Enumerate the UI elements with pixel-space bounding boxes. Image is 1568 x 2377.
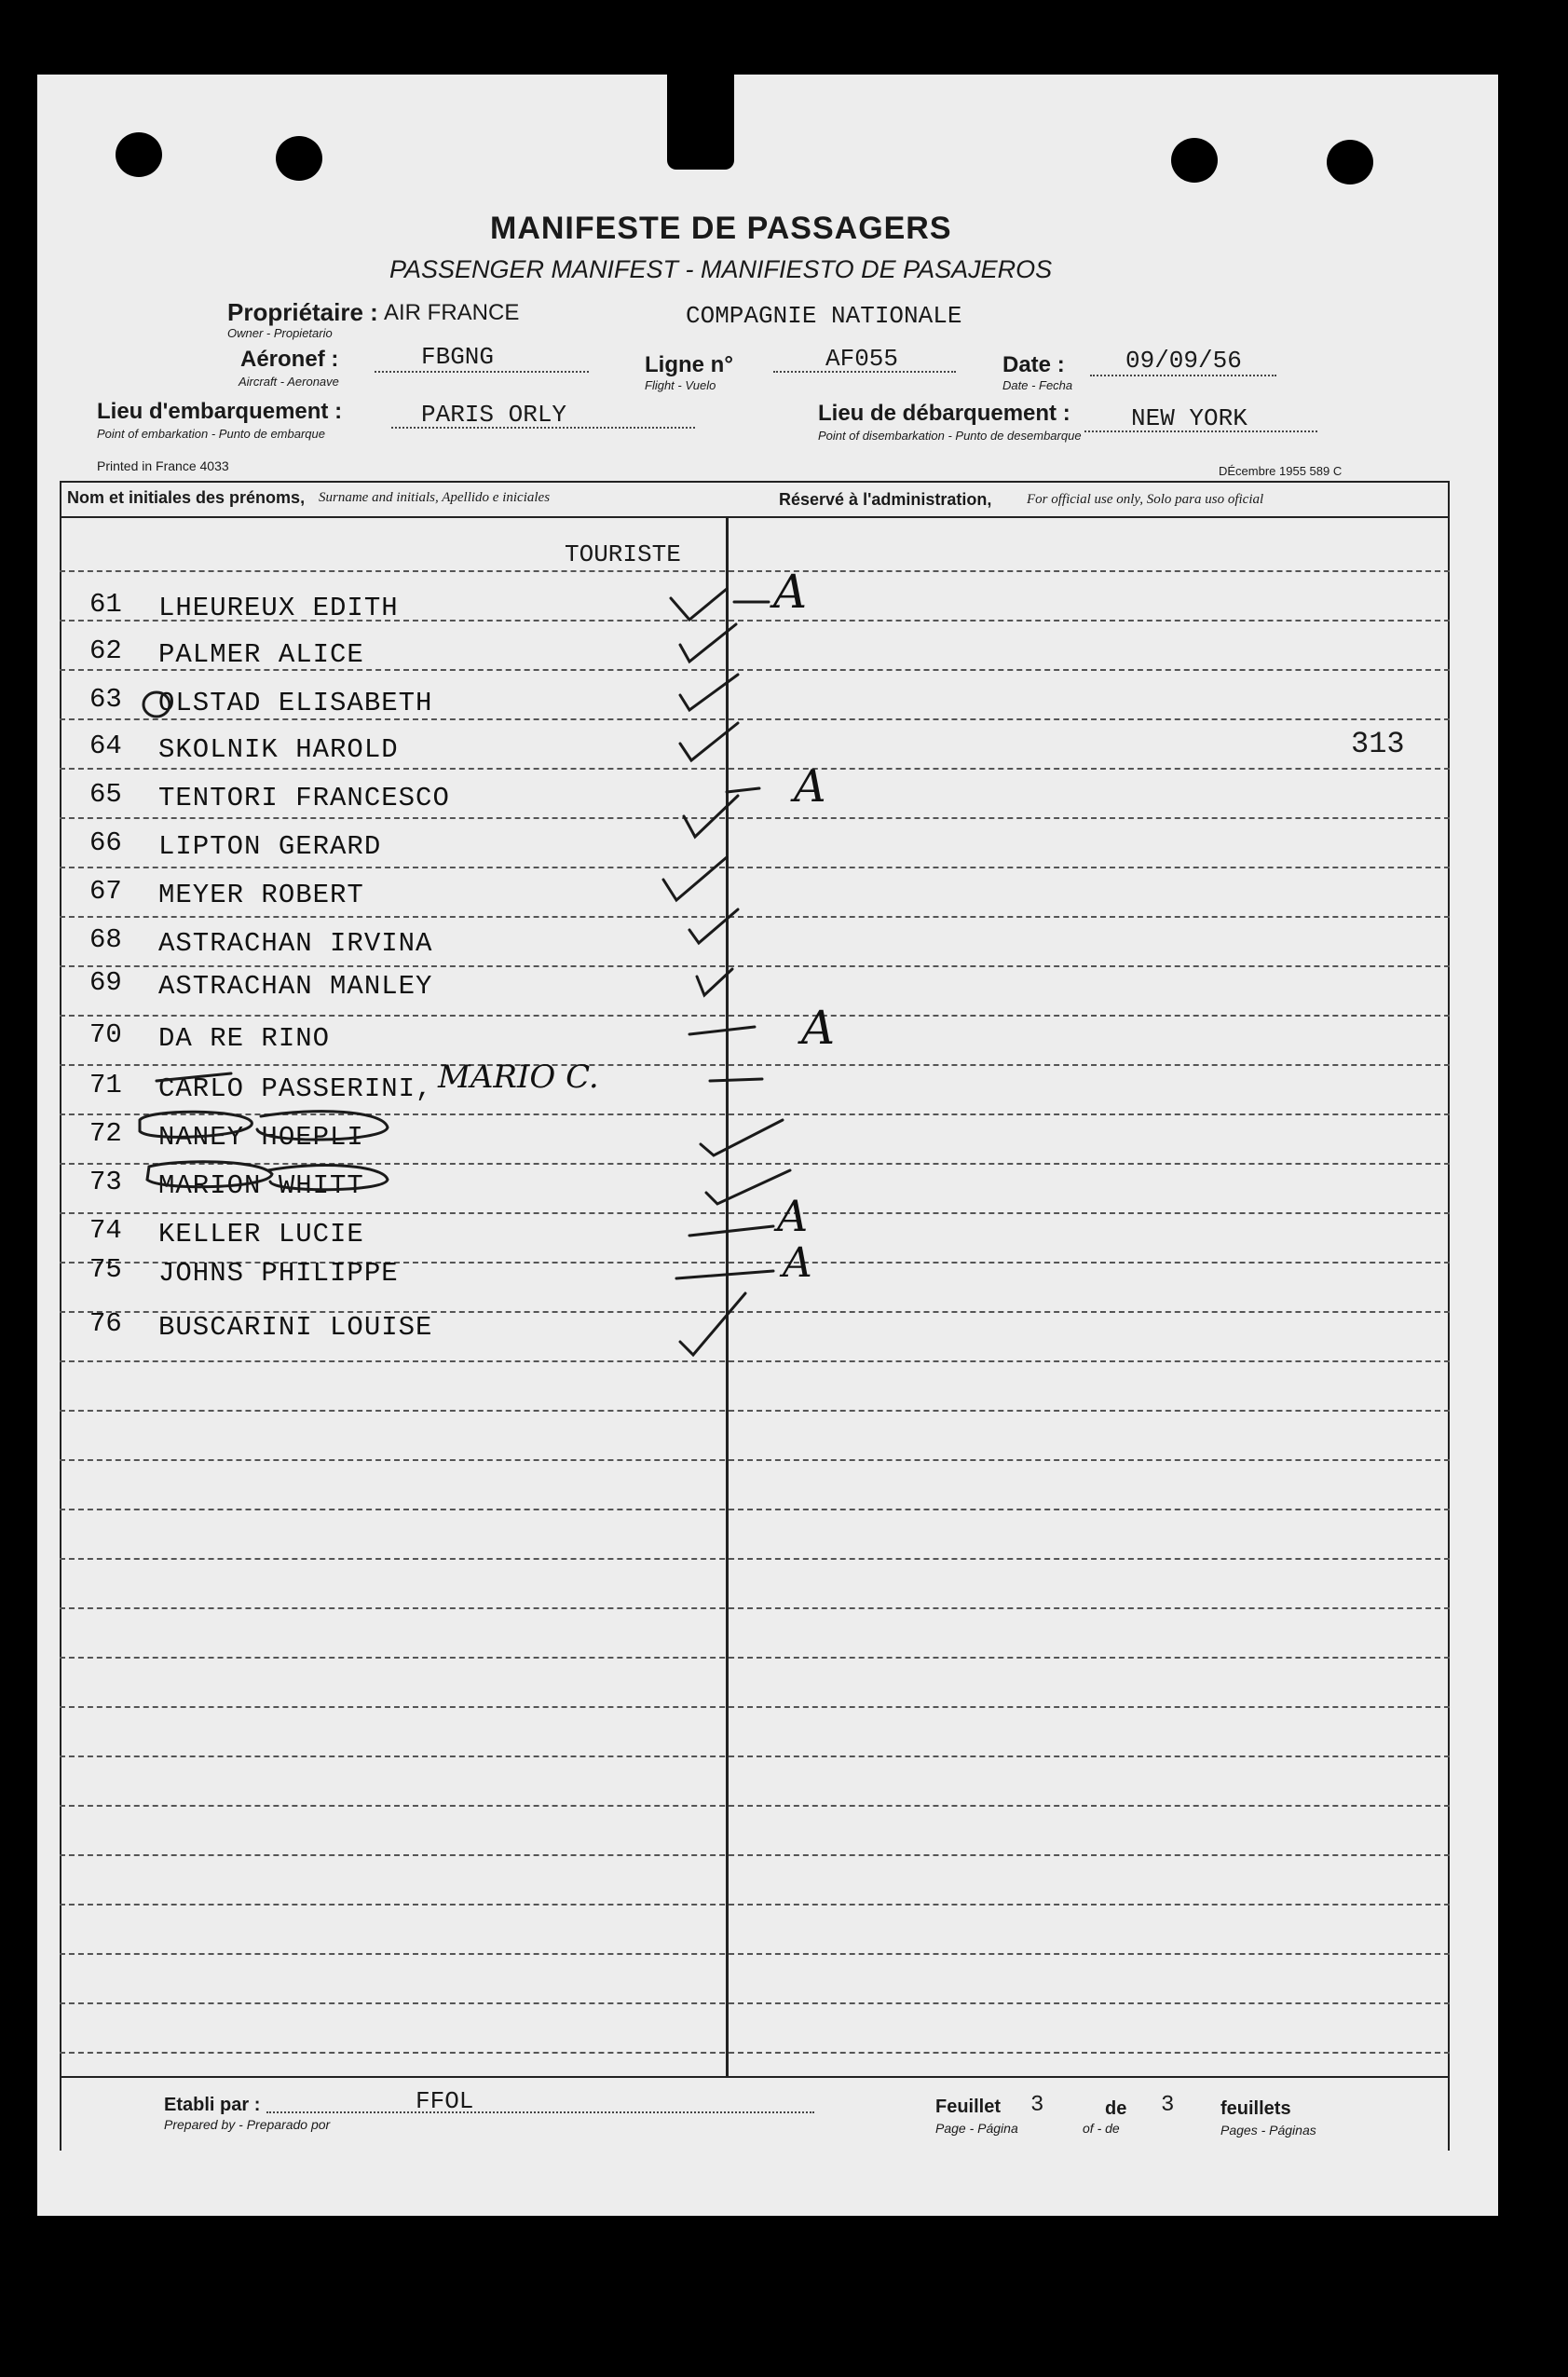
owner-label: Propriétaire : [227, 298, 378, 326]
prepared-value: FFOL [416, 2087, 474, 2115]
check-mark [689, 909, 738, 943]
circle-annotation [257, 1112, 388, 1140]
side-number: 313 [1351, 727, 1405, 761]
passenger-name: JOHNS PHILIPPE [158, 1258, 399, 1289]
check-mark [689, 1027, 755, 1034]
date-value: 09/09/56 [1125, 347, 1242, 375]
check-mark [706, 1170, 790, 1204]
check-mark [680, 1293, 745, 1355]
check-mark [727, 788, 759, 792]
passenger-name: DA RE RINO [158, 1023, 331, 1054]
row-number: 69 [89, 967, 122, 998]
col-admin-header: Réservé à l'administration, [779, 490, 992, 509]
passenger-name: SKOLNIK HAROLD [158, 734, 399, 765]
row-number: 70 [89, 1019, 122, 1050]
row-number: 71 [89, 1070, 122, 1100]
circle-annotation [268, 1166, 388, 1190]
admin-mark: A [794, 760, 826, 813]
row-number: 66 [89, 827, 122, 858]
passenger-name: CARLO PASSERINI, [158, 1073, 433, 1104]
check-mark [684, 796, 738, 837]
disembark-label: Lieu de débarquement : [818, 401, 1070, 426]
aircraft-sub: Aircraft - Aeronave [239, 375, 339, 389]
row-number: 72 [89, 1118, 122, 1149]
circle-annotation [143, 692, 170, 717]
pages-sub: Pages - Páginas [1220, 2123, 1316, 2138]
passenger-name: ASTRACHAN IRVINA [158, 928, 433, 959]
check-mark [689, 1226, 773, 1236]
admin-mark: A [801, 1001, 836, 1055]
row-number: 65 [89, 779, 122, 810]
embark-value: PARIS ORLY [421, 401, 567, 429]
page-title: MANIFESTE DE PASSAGERS [490, 211, 952, 246]
disembark-value: NEW YORK [1131, 404, 1248, 432]
row-number: 73 [89, 1167, 122, 1197]
check-mark [701, 1120, 783, 1155]
printed-note: Printed in France 4033 [97, 458, 229, 473]
circle-annotation [147, 1162, 272, 1187]
owner-value-2: COMPAGNIE NATIONALE [686, 302, 962, 330]
row-number: 67 [89, 876, 122, 907]
check-mark [680, 723, 738, 760]
admin-mark: A [773, 565, 808, 619]
passenger-name: LIPTON GERARD [158, 831, 382, 862]
aircraft-value: FBGNG [421, 343, 495, 371]
prepared-label: Etabli par : [164, 2095, 261, 2115]
row-number: 64 [89, 731, 122, 761]
col-admin-header-sub: For official use only, Solo para uso oficial [1027, 492, 1264, 507]
row-number: 74 [89, 1215, 122, 1246]
check-mark [697, 969, 732, 995]
row-number: 63 [89, 684, 122, 715]
passenger-name: LHEUREUX EDITH [158, 593, 399, 623]
passenger-name: TENTORI FRANCESCO [158, 783, 450, 813]
flight-sub: Flight - Vuelo [645, 378, 716, 392]
passenger-name: BUSCARINI LOUISE [158, 1312, 433, 1343]
manifest-page [37, 75, 1498, 2216]
sheet-label: Feuillet [935, 2097, 1002, 2117]
handwritten-firstname: MARIO C. [438, 1059, 599, 1096]
passenger-name: KELLER LUCIE [158, 1219, 364, 1250]
col-name-header-sub: Surname and initials, Apellido e iniciales [319, 490, 551, 505]
passenger-name: OLSTAD ELISABETH [158, 688, 433, 718]
row-number: 68 [89, 924, 122, 955]
passenger-name: PALMER ALICE [158, 639, 364, 670]
date-sub: Date - Fecha [1002, 378, 1073, 392]
embark-sub: Point of embarkation - Punto de embarque [97, 427, 325, 441]
check-mark [680, 675, 738, 710]
strike-through [157, 1073, 231, 1081]
of-sub: of - de [1083, 2121, 1120, 2136]
check-mark [663, 857, 727, 900]
of-label: de [1105, 2098, 1127, 2119]
of-value: 3 [1161, 2093, 1175, 2118]
flight-label: Ligne n° [645, 352, 733, 377]
admin-mark: A [783, 1239, 812, 1287]
circle-annotation [140, 1112, 252, 1137]
disembark-sub: Point of disembarkation - Punto de desembarque [818, 429, 1082, 443]
prepared-sub: Prepared by - Preparado por [164, 2117, 331, 2132]
row-number: 61 [89, 589, 122, 620]
passenger-name: MEYER ROBERT [158, 880, 364, 910]
col-name-header: Nom et initiales des prénoms, [67, 488, 306, 507]
page-subtitle: PASSENGER MANIFEST - MANIFIESTO DE PASAJEROS [389, 255, 1053, 283]
class-label: TOURISTE [565, 540, 681, 568]
check-mark [680, 624, 736, 662]
check-mark [671, 589, 727, 620]
row-number: 76 [89, 1308, 122, 1339]
sheet-value: 3 [1030, 2093, 1044, 2118]
row-number: 62 [89, 635, 122, 666]
passenger-name: ASTRACHAN MANLEY [158, 971, 433, 1002]
date-label: Date : [1002, 352, 1065, 377]
aircraft-label: Aéronef : [240, 347, 339, 372]
row-number: 75 [89, 1254, 122, 1285]
pages-label: feuillets [1220, 2098, 1291, 2119]
admin-mark: A [777, 1191, 809, 1241]
form-code: DÉcembre 1955 589 C [1219, 464, 1343, 478]
check-marks [37, 75, 1498, 2216]
check-mark [676, 1271, 773, 1278]
owner-value: AIR FRANCE [384, 300, 520, 325]
passenger-name: NANEY HOEPLI [158, 1122, 364, 1153]
sheet-sub: Page - Página [935, 2121, 1018, 2136]
check-mark [710, 1079, 762, 1081]
embark-label: Lieu d'embarquement : [97, 399, 343, 424]
owner-sub: Owner - Propietario [227, 326, 333, 340]
flight-value: AF055 [825, 345, 899, 373]
passenger-name: MARION WHITT [158, 1170, 364, 1201]
